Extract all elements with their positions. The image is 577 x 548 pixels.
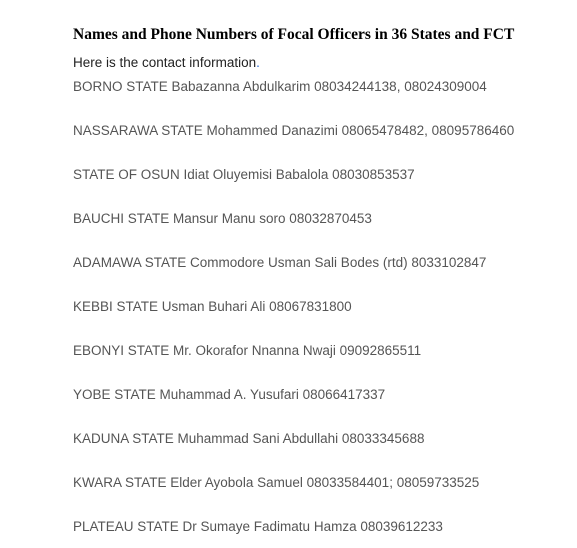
contact-entry: EBONYI STATE Mr. Okorafor Nnanna Nwaji 09092865511 bbox=[73, 343, 422, 358]
contact-entry: BAUCHI STATE Mansur Manu soro 08032870453 bbox=[73, 211, 372, 226]
contact-entry: YOBE STATE Muhammad A. Yusufari 08066417337 bbox=[73, 387, 386, 402]
intro-text: Here is the contact information bbox=[73, 55, 257, 70]
contact-entry: KADUNA STATE Muhammad Sani Abdullahi 08033345688 bbox=[73, 431, 425, 446]
contact-entry: ADAMAWA STATE Commodore Usman Sali Bodes (rtd) 8033102847 bbox=[73, 255, 487, 270]
contact-entry: KEBBI STATE Usman Buhari Ali 08067831800 bbox=[73, 299, 352, 314]
contact-entry: NASSARAWA STATE Mohammed Danazimi 08065478482, 08095786460 bbox=[73, 123, 515, 138]
contact-entry: PLATEAU STATE Dr Sumaye Fadimatu Hamza 08039612233 bbox=[73, 519, 443, 534]
document-title: Names and Phone Numbers of Focal Officers in 36 States and FCT bbox=[73, 26, 515, 43]
contact-entry: BORNO STATE Babazanna Abdulkarim 08034244138, 08024309004 bbox=[73, 79, 487, 94]
contact-entry: KWARA STATE Elder Ayobola Samuel 08033584401; 08059733525 bbox=[73, 475, 480, 490]
intro-line bbox=[73, 55, 260, 70]
contact-entry: STATE OF OSUN Idiat Oluyemisi Babalola 08030853537 bbox=[73, 167, 415, 182]
intro-mark: . bbox=[256, 55, 260, 70]
